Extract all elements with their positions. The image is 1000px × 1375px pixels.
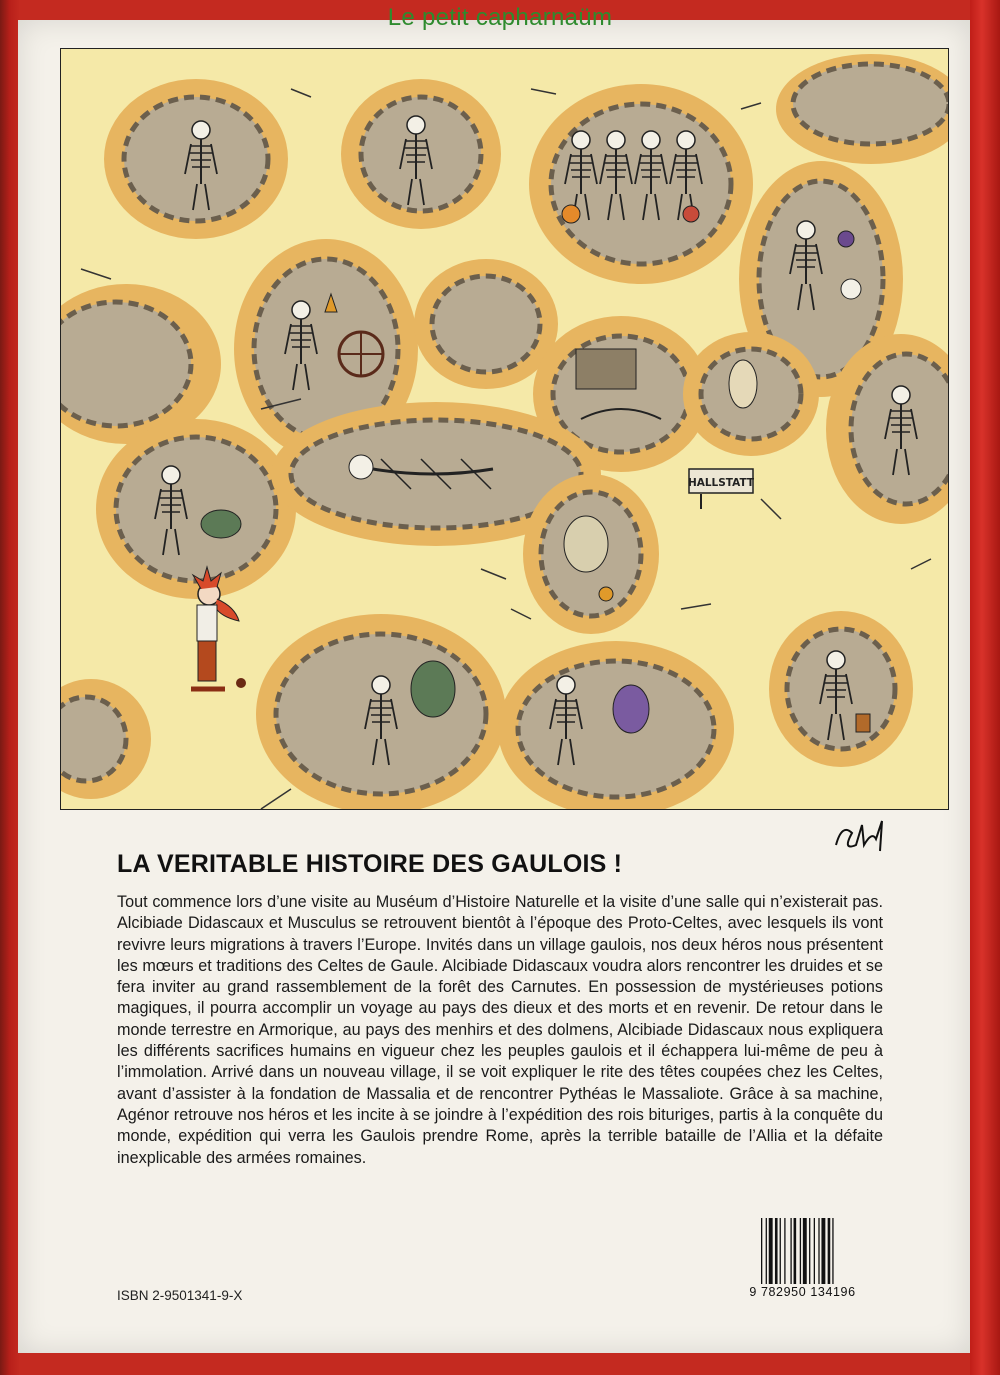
barcode-bar (769, 1218, 773, 1284)
burial-illustration (60, 48, 949, 810)
isbn: ISBN 2-9501341-9-X (117, 1288, 243, 1303)
book-title: LA VERITABLE HISTOIRE DES GAULOIS ! (117, 850, 623, 878)
barcode-bar (800, 1218, 801, 1284)
barcode-bar (832, 1218, 833, 1284)
grave-pit (256, 614, 506, 809)
grave-pit (683, 332, 819, 456)
book-blurb: Tout commence lors d’une visite au Muséum d’Histoire Naturelle et la visite d’une salle qui n’existerait pas. Alcibiade Didascaux et Musculus se retrouvent bientôt à l’époque des Proto-Celtes, avec lesquels ils vont revivre leurs migrations à travers l’Europe. Invités dans un village gaulois, nos deux héros nous présentent les mœurs et traditions des Celtes de Gaule. Alcibiade Didascaux voudra alors rencontrer les druides et se fera inviter au grand rassemblement de la forêt des Carnutes. En possession de mystérieuses potions magiques, il pourra accomplir un voyage au pays des dieux et des morts et en revenir. De retour dans le monde terrestre en Armorique, au pays des menhirs et des dolmens, Alcibiade Didascaux nous expliquera les différents sacrifices humains en vigueur chez les peuples gaulois et il échappera lui-même de peu à l’immolation. Arrivé dans un nouveau village, il se voit expliquer le rite des têtes coupées chez les Celtes, avant d’assister à la fondation de Massalia et de rencontrer Pythéas le Massaliote. Grâce à sa machine, Agénor retrouve nos héros et les incite à se joindre à l’expédition des rois bituriges, partis à la conquête du monde, expédition qui verra les Gaulois prendre Rome, après la terrible bataille de l’Allia et la défaite inexplicable des armées romaines. (117, 893, 883, 1167)
barcode-bar (818, 1218, 819, 1284)
hallstatt-sign-text: HALLSTATT (687, 477, 755, 489)
barcode-bar (803, 1218, 807, 1284)
barcode-bar (809, 1218, 810, 1284)
grave-pit (523, 474, 659, 634)
barcode-bar (761, 1218, 762, 1284)
barcode-bar (784, 1218, 785, 1284)
artist-signature (830, 815, 890, 865)
barcode-bar (828, 1218, 831, 1284)
grave-pit (341, 79, 501, 229)
watermark: Le petit capharnaüm (387, 4, 613, 31)
barcode (757, 1212, 863, 1296)
grave-pit (769, 611, 913, 767)
grave-pit (96, 419, 296, 599)
barcode-bar (821, 1218, 825, 1284)
barcode-number: 9 782950 134196 (749, 1285, 856, 1299)
grave-pit (414, 259, 558, 389)
barcode-bar (790, 1218, 791, 1284)
red-spine-edge (970, 0, 1000, 1375)
barcode-bar (794, 1218, 797, 1284)
barcode-bar (775, 1218, 778, 1284)
grave-pit (104, 79, 288, 239)
barcode-bar (780, 1218, 781, 1284)
grave-pit (498, 641, 734, 809)
barcode-bar (766, 1218, 767, 1284)
grave-pit (529, 84, 753, 284)
barcode-bar (814, 1218, 815, 1284)
